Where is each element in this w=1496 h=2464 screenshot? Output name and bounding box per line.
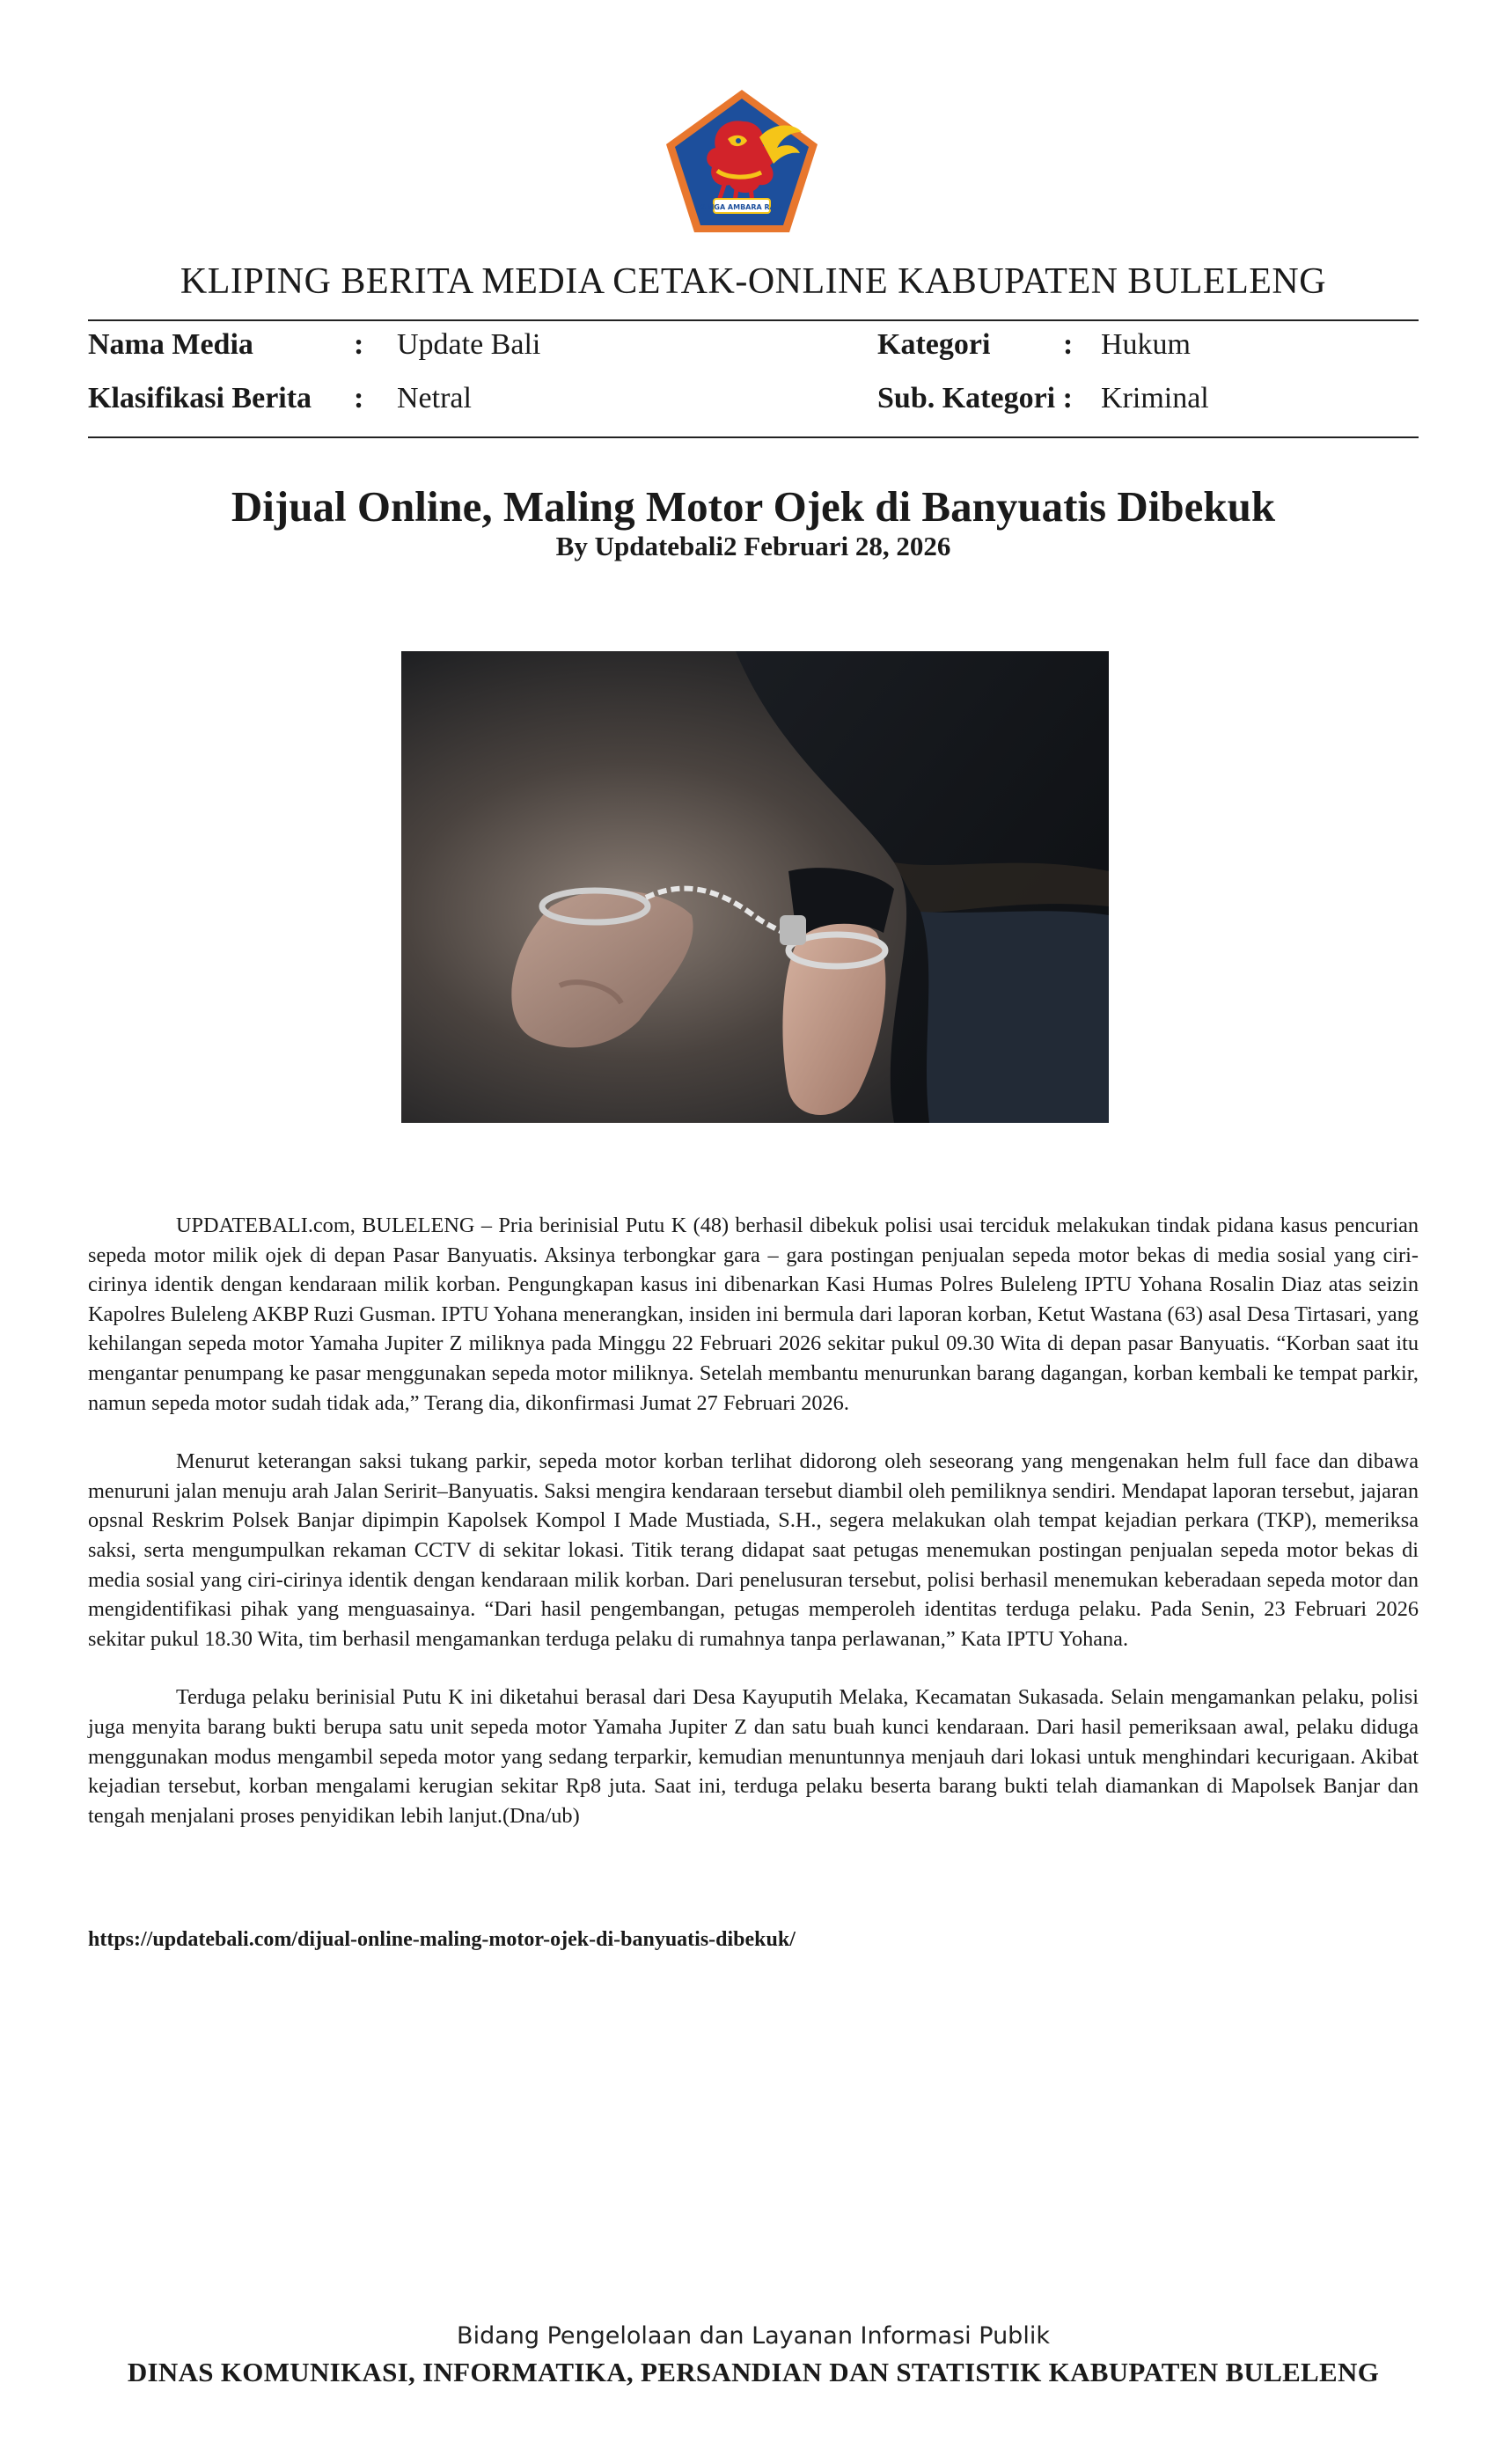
article-paragraph-3: Terduga pelaku berinisial Putu K ini diketahui berasal dari Desa Kayuputih Melaka, Kecamatan Sukasada. Selain mengamankan pelaku, polisi juga menyita barang bukti berupa satu unit sepeda motor Yamaha Jupiter Z dan satu buah kunci kendaraan. Dari hasil pemeriksaan awal, pelaku diduga menggunakan modus mengambil sepeda motor yang sedang terparkir, kemudian menuntunnya menjauh dari lokasi untuk menghindari kecurigaan. Akibat kejadian tersebut, korban mengalami kerugian sekitar Rp8 juta. Saat ini, terduga pelaku beserta barang bukti telah diamankan di Mapolsek Banjar dan tengah menjalani proses penyidikan lebih lanjut.(Dna/ub) <box>88 1685 1419 1828</box>
footer-agency: DINAS KOMUNIKASI, INFORMATIKA, PERSANDIAN DAN STATISTIK KABUPATEN BULELENG <box>127 2357 1380 2387</box>
svg-text:SINGA AMBARA RAJA: SINGA AMBARA RAJA <box>700 203 784 211</box>
klasifikasi-label: Klasifikasi Berita <box>88 382 312 414</box>
article-headline: Dijual Online, Maling Motor Ojek di Banyuatis Dibekuk <box>231 482 1276 531</box>
footer-department: Bidang Pengelolaan dan Layanan Informasi Publik <box>457 2322 1050 2350</box>
article-paragraph-1: UPDATEBALI.com, BULELENG – Pria berinisial Putu K (48) berhasil dibekuk polisi usai terciduk melakukan tindak pidana kasus pencurian sepeda motor milik ojek di depan Pasar Banyuatis. Aksinya terbongkar gara – gara postingan penjualan sepeda motor bekas di media sosial yang ciri-cirinya identik dengan kendaraan milik korban. Pengungkapan kasus ini dibenarkan Kasi Humas Polres Buleleng IPTU Yohana Rosalin Diaz atas seizin Kapolres Buleleng AKBP Ruzi Gusman. IPTU Yohana menerangkan, insiden ini bermula dari laporan korban, Ketut Wastana (63) asal Desa Tirtasari, yang kehilangan sepeda motor Yamaha Jupiter Z miliknya pada Minggu 22 Februari 2026 sekitar pukul 09.30 Wita di depan pasar Banyuatis. “Korban saat itu mengantar penumpang ke pasar menggunakan sepeda motor miliknya. Setelah membantu menurunkan barang dagangan, korban kembali ke tempat parkir, namun sepeda motor sudah tidak ada,” Terang dia, dikonfirmasi Jumat 27 Februari 2026. <box>88 1214 1419 1415</box>
emblem-icon <box>663 86 821 236</box>
klasifikasi-colon: : <box>354 382 364 414</box>
kategori-colon: : <box>1063 328 1074 361</box>
article-paragraph-2: Menurut keterangan saksi tukang parkir, sepeda motor korban terlihat didorong oleh seseorang yang mengenakan helm full face dan dibawa menuruni jalan menuju arah Jalan Seririt–Banyuatis. Saksi mengira kendaraan tersebut diambil oleh pemiliknya sendiri. Mendapat laporan tersebut, jajaran opsnal Reskrim Polsek Banjar dipimpin Kapolsek Kompol I Made Mustiada, S.H., segera melakukan olah tempat kejadian perkara (TKP), memeriksa saksi, serta mengumpulkan rekaman CCTV di sekitar lokasi. Titik terang didapat saat petugas menemukan postingan penjualan sepeda motor bekas di media sosial yang ciri-cirinya identik dengan kendaraan milik korban. Dari penelusuran tersebut, polisi berhasil menemukan keberadaan sepeda motor dan mengidentifikasi pihak yang menguasainya. “Dari hasil pengembangan, petugas memperoleh identitas terduga pelaku. Pada Senin, 23 Februari 2026 sekitar pukul 18.30 Wita, tim berhasil mengamankan terduga pelaku di rumahnya tanpa perlawanan,” Kata IPTU Yohana. <box>88 1449 1419 1651</box>
article-photo <box>401 651 1109 1123</box>
header-bottom-rule <box>88 436 1419 438</box>
klasifikasi-value: Netral <box>397 382 472 414</box>
article-byline: By Updatebali2 Februari 28, 2026 <box>555 531 951 561</box>
buleleng-emblem-logo <box>663 86 821 236</box>
subkategori-value: Kriminal <box>1101 382 1209 414</box>
media-label: Nama Media <box>88 328 253 361</box>
source-url-link[interactable]: https://updatebali.com/dijual-online-maling-motor-ojek-di-banyuatis-dibekuk/ <box>88 1928 796 1951</box>
subkategori-label: Sub. Kategori : <box>877 382 1073 414</box>
kategori-label: Kategori <box>877 328 991 361</box>
header-top-rule <box>88 319 1419 321</box>
handcuffed-hands-photo-icon <box>401 651 1109 1123</box>
article-body <box>88 1211 1419 1859</box>
media-colon: : <box>354 328 364 361</box>
media-value: Update Bali <box>397 328 541 361</box>
kategori-value: Hukum <box>1101 328 1191 361</box>
clipping-title: KLIPING BERITA MEDIA CETAK-ONLINE KABUPATEN BULELENG <box>180 261 1327 302</box>
